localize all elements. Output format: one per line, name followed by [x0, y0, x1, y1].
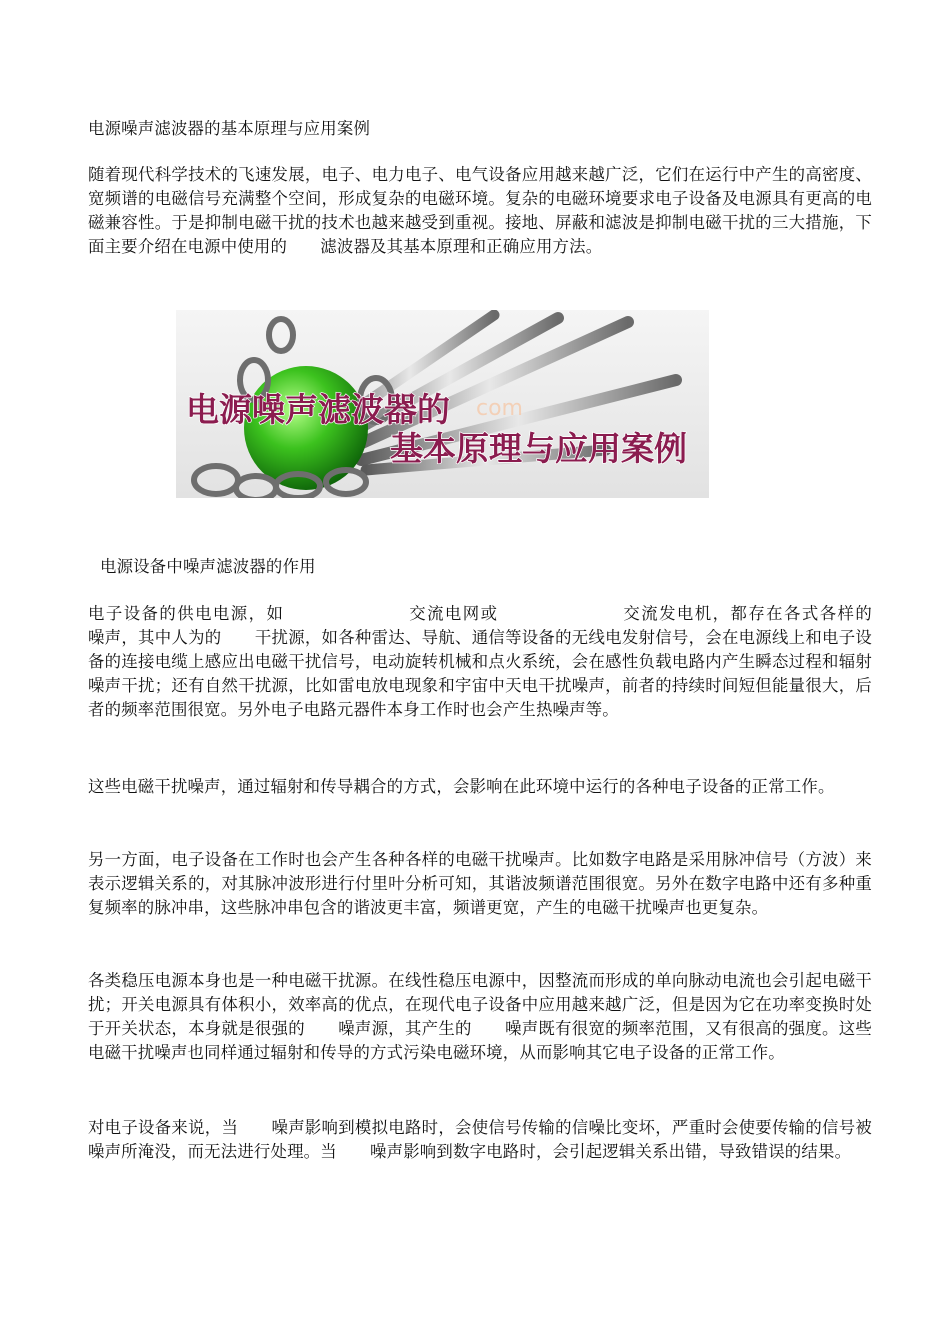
banner-watermark: com — [476, 396, 523, 421]
banner-image — [176, 310, 709, 498]
banner-title-line2: 基本原理与应用案例 — [390, 429, 687, 468]
document-title: 电源噪声滤波器的基本原理与应用案例 — [88, 119, 371, 138]
section-heading: 电源设备中噪声滤波器的作用 — [100, 557, 316, 576]
body-paragraph: 这些电磁干扰噪声，通过辐射和传导耦合的方式，会影响在此环境中运行的各种电子设备的正常工作。 — [88, 777, 835, 796]
body-paragraph: 各类稳压电源本身也是一种电磁干扰源。在线性稳压电源中，因整流而形成的单向脉动电流也会引起电磁干扰；开关电源具有体积小，效率高的优点，在现代电子设备中应用越来越广泛，但是因为它在功率变换时处于开关状态，本身就是很强的 噪声源，其产生的 噪声既有很宽的频率范围，又有很高的强度。这些电磁干扰噪声也同样通过辐射和传导的方式污染电磁环境，从而影响其它电子设备的正常工作。 — [88, 971, 872, 1062]
intro-paragraph: 随着现代科学技术的飞速发展，电子、电力电子、电气设备应用越来越广泛，它们在运行中产生的高密度、宽频谱的电磁信号充满整个空间，形成复杂的电磁环境。复杂的电磁环境要求电子设备及电源具有更高的电磁兼容性。于是抑制电磁干扰的技术也越来越受到重视。接地、屏蔽和滤波是抑制电磁干扰的三大措施，下面主要介绍在电源中使用的 滤波器及其基本原理和正确应用方法。 — [88, 165, 872, 256]
banner-illustration — [176, 310, 709, 498]
banner-title-line1: 电源噪声滤波器的 — [186, 390, 450, 429]
body-paragraph: 对电子设备来说，当 噪声影响到模拟电路时，会使信号传输的信噪比变坏，严重时会使要传输的信号被 噪声所淹没，而无法进行处理。当 噪声影响到数字电路时，会引起逻辑关系出错，导致错误的结果。 — [88, 1118, 906, 1161]
body-paragraph: 电子设备的供电电源，如 交流电网或 交流发电机，都存在各式各样的 噪声，其中人为的 干扰源，如各种雷达、导航、通信等设备的无线电发射信号，会在电源线上和电子设备的连接电缆上感应出电磁干扰信号，电动旋转机械和点火系统，会在感性负载电路内产生瞬态过程和辐射噪声干扰；还有自然干扰源，比如雷电放电现象和宇宙中天电干扰噪声，前者的持续时间短但能量很大，后者的频率范围很宽。另外电子电路元器件本身工作时也会产生热噪声等。 — [88, 604, 939, 719]
body-paragraph: 另一方面，电子设备在工作时也会产生各种各样的电磁干扰噪声。比如数字电路是采用脉冲信号（方波）来表示逻辑关系的，对其脉冲波形进行付里叶分析可知，其谐波频谱范围很宽。另外在数字电路中还有多种重复频率的脉冲串，这些脉冲串包含的谐波更丰富，频谱更宽，产生的电磁干扰噪声也更复杂。 — [88, 850, 872, 917]
